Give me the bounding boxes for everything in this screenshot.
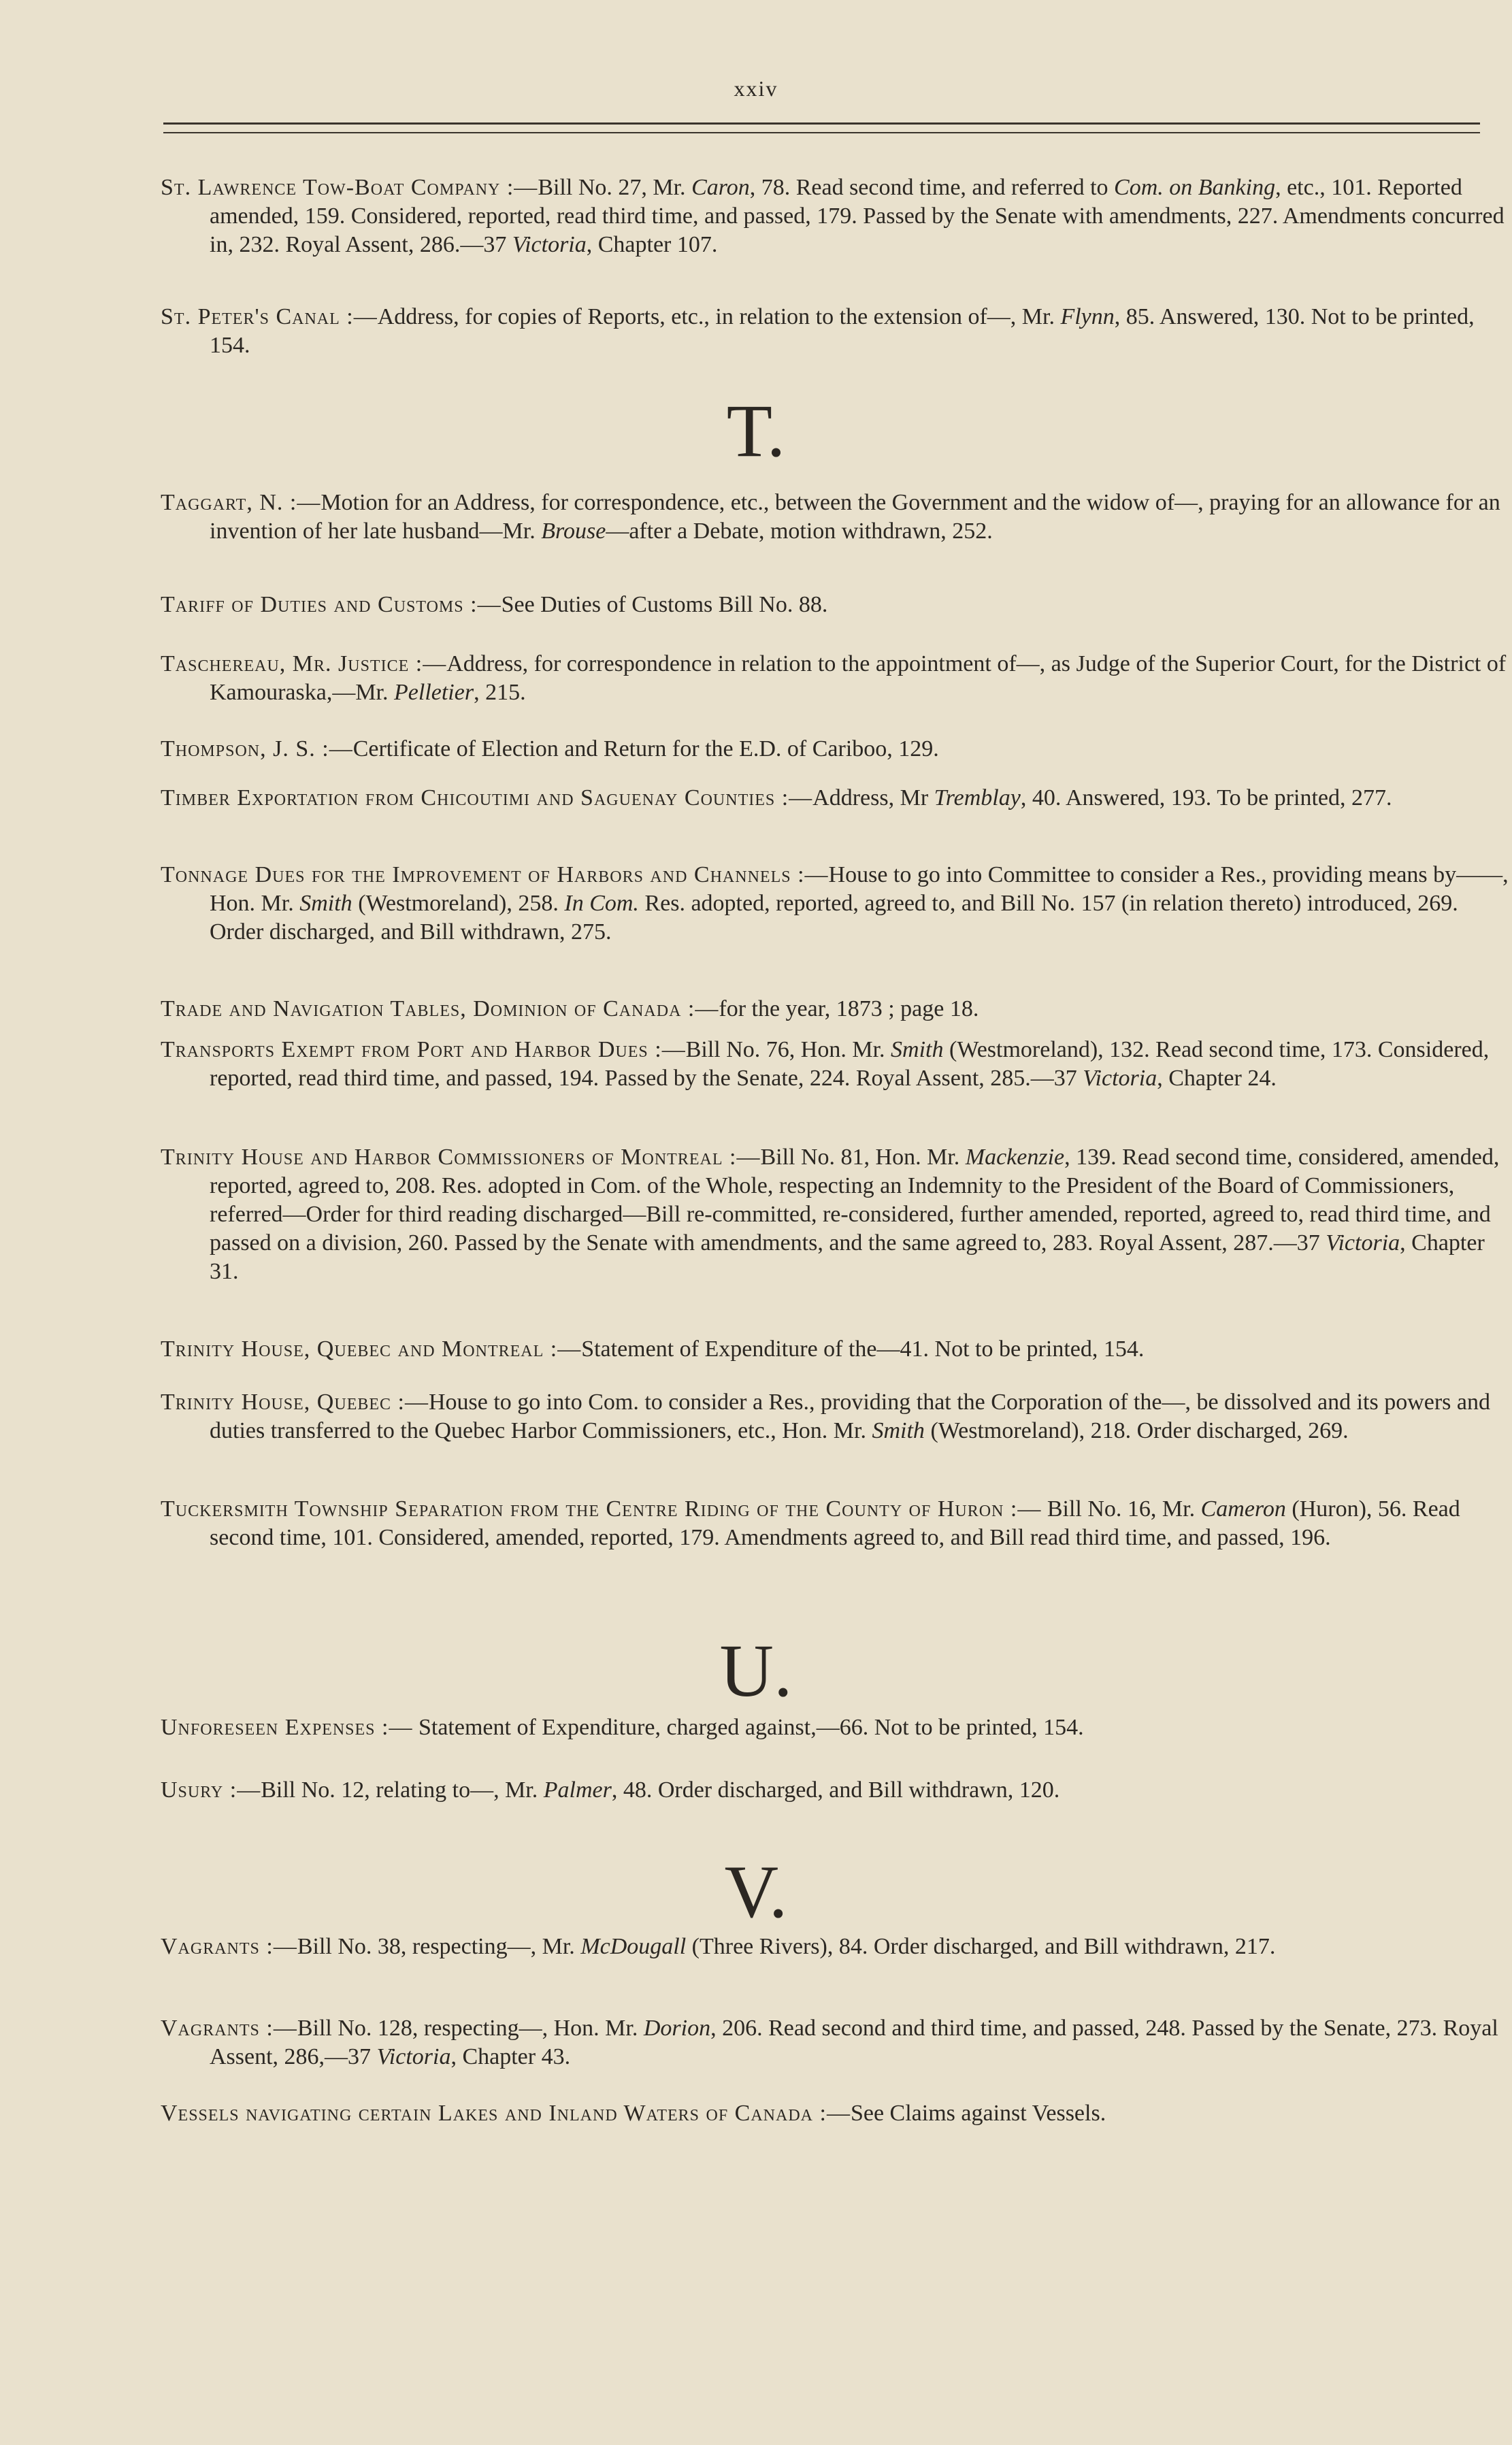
entry-name-italic: Victoria: [1083, 1066, 1157, 1091]
entry-name-italic: Brouse: [541, 519, 606, 544]
section-letter-v: V.: [724, 1850, 788, 1933]
entry-text: Statement of Expenditure of the—41. Not to be printed, 154.: [581, 1336, 1145, 1362]
entry-name-italic: Pelletier: [394, 680, 474, 705]
entry-text: See Duties of Customs Bill No. 88.: [501, 592, 828, 617]
section-letter-t: T.: [726, 389, 786, 472]
entry-text: , Chapter 43.: [450, 2044, 571, 2069]
index-entry: [161, 1143, 1509, 1286]
section-letter-u: U.: [719, 1629, 793, 1712]
entry-text: , Chapter 107.: [586, 232, 718, 257]
index-entry: [161, 1335, 1509, 1364]
entry-text: , 85. Answered, 130. Not to be printed, 154.: [210, 304, 1475, 358]
entry-text: , etc., 101. Reported amended, 159. Considered, reported, read third time, and passed, 179. Passed by the Senate with amendments, 227. Amendments concurred in, 232. Royal Assent, 286.—37: [210, 175, 1505, 257]
entry-text: Address, Mr: [812, 785, 934, 810]
entry-heading: Trinity House and Harbor Commissioners of Montreal :—: [161, 1145, 761, 1170]
index-entry: [161, 1388, 1509, 1445]
entry-text: House to go into Com. to consider a Res., providing that the Corporation of the—, be dissolved and its powers and duties transferred to the Quebec Harbor Commissioners, etc., Hon. Mr.: [210, 1390, 1490, 1443]
entry-text: Motion for an Address, for correspondence, etc., between the Government and the widow of—, praying for an allowance for an invention of her late husband—Mr.: [210, 490, 1500, 544]
entry-text: Statement of Expenditure, charged against,—66. Not to be printed, 154.: [412, 1715, 1084, 1740]
entry-heading: Trinity House, Quebec :—: [161, 1390, 429, 1415]
entry-heading: Taggart, N. :—: [161, 490, 321, 515]
entry-text: Bill No. 12, relating to—, Mr.: [261, 1777, 544, 1803]
index-entry: [161, 1933, 1509, 1961]
entry-text: See Claims against Vessels.: [850, 2101, 1106, 2126]
entry-name-italic: McDougall: [580, 1934, 687, 1959]
index-entry: [161, 1495, 1509, 1552]
entry-text: Bill No. 38, respecting—, Mr.: [297, 1934, 581, 1959]
entry-heading: Timber Exportation from Chicoutimi and Saguenay Counties :—: [161, 785, 813, 810]
entry-heading: Trade and Navigation Tables, Dominion of Canada :—: [161, 996, 719, 1021]
entry-name-italic: Caron: [691, 175, 750, 200]
index-entry: [161, 2014, 1509, 2071]
entry-text: Address, for correspondence in relation to the appointment of—, as Judge of the Superior Court, for the District of Kamouraska,—Mr.: [210, 651, 1507, 705]
entry-heading: Vessels navigating certain Lakes and Inland Waters of Canada :—: [161, 2101, 851, 2126]
entry-name-italic: Smith: [872, 1418, 925, 1443]
entry-name-italic: Cameron: [1200, 1496, 1286, 1522]
entry-text: —after a Debate, motion withdrawn, 252.: [606, 519, 993, 544]
entry-heading: Tuckersmith Township Separation from the Centre Riding of the County of Huron :—: [161, 1496, 1042, 1522]
entry-text: , Chapter 24.: [1157, 1066, 1277, 1091]
entry-name-italic: Com. on Banking: [1114, 175, 1276, 200]
entry-text: (Westmoreland), 258.: [352, 891, 565, 916]
page-number: xxiv: [734, 76, 778, 101]
entry-name-italic: Victoria: [376, 2044, 451, 2069]
index-entry: [161, 784, 1509, 813]
entry-name-italic: Dorion: [643, 2016, 711, 2041]
entry-heading: Tariff of Duties and Customs :—: [161, 592, 502, 617]
entry-text: (Westmoreland), 218. Order discharged, 269.: [924, 1418, 1349, 1443]
index-entry: [161, 995, 1509, 1023]
entry-text: (Huron), 56. Read second time, 101. Considered, amended, reported, 179. Amendments agreed to, and Bill read third time, and passed, 196.: [210, 1496, 1460, 1550]
entry-text: , 78. Read second time, and referred to: [749, 175, 1115, 200]
index-entry: [161, 1776, 1509, 1805]
index-entry: [161, 303, 1509, 360]
index-entry: [161, 1713, 1509, 1742]
header-rule: [163, 122, 1480, 125]
header-rule-thin: [163, 132, 1480, 133]
entry-text: Address, for copies of Reports, etc., in relation to the extension of—, Mr.: [377, 304, 1061, 329]
entry-text: Bill No. 16, Mr.: [1041, 1496, 1201, 1522]
entry-text: , 40. Answered, 193. To be printed, 277.: [1020, 785, 1392, 810]
index-entry: [161, 1036, 1509, 1093]
entry-text: (Three Rivers), 84. Order discharged, and Bill withdrawn, 217.: [686, 1934, 1276, 1959]
entry-text: Bill No. 27, Mr.: [538, 175, 692, 200]
index-entry: [161, 591, 1509, 619]
entry-text: Bill No. 128, respecting—, Hon. Mr.: [297, 2016, 644, 2041]
entry-name-italic: Tremblay: [934, 785, 1021, 810]
entry-text: for the year, 1873 ; page 18.: [719, 996, 979, 1021]
entry-heading: St. Peter's Canal :—: [161, 304, 378, 329]
entry-text: , Chapter 31.: [210, 1230, 1485, 1284]
entry-name-italic: Victoria: [1326, 1230, 1400, 1256]
index-entry: [161, 174, 1509, 259]
entry-heading: Taschereau, Mr. Justice :—: [161, 651, 447, 676]
index-entry: [161, 735, 1509, 764]
entry-heading: Transports Exempt from Port and Harbor Dues :—: [161, 1037, 686, 1062]
entry-text: , 139. Read second time, considered, amended, reported, agreed to, 208. Res. adopted in Com. of the Whole, respecting an Indemnity to the President of the Board of Commissioners, referred—Order for third reading discharged—Bill re-committed, re-considered, further amended, reported, agreed to, read third time, and passed on a division, 260. Passed by the Senate with amendments, and the same agreed to, 283. Royal Assent, 287.—37: [210, 1145, 1500, 1256]
entry-name-italic: In Com.: [564, 891, 639, 916]
entry-name-italic: Mackenzie: [965, 1145, 1065, 1170]
entry-text: , 215.: [474, 680, 526, 705]
entry-name-italic: Smith: [891, 1037, 944, 1062]
entry-text: Certificate of Election and Return for the E.D. of Cariboo, 129.: [352, 736, 939, 761]
entry-text: House to go into Committee to consider a Res., providing means by——, Hon. Mr.: [210, 862, 1509, 916]
entry-name-italic: Palmer: [543, 1777, 612, 1803]
entry-text: Res. adopted, reported, agreed to, and Bill No. 157 (in relation thereto) introduced, 269. Order discharged, and Bill withdrawn, 275.: [210, 891, 1458, 945]
entry-heading: Tonnage Dues for the Improvement of Harbors and Channels :—: [161, 862, 829, 887]
entry-heading: Vagrants :—: [161, 1934, 297, 1959]
entry-text: Bill No. 81, Hon. Mr.: [760, 1145, 966, 1170]
entry-heading: Usury :—: [161, 1777, 261, 1803]
entry-heading: Trinity House, Quebec and Montreal :—: [161, 1336, 582, 1362]
entry-heading: St. Lawrence Tow-Boat Company :—: [161, 175, 538, 200]
entry-name-italic: Flynn: [1060, 304, 1115, 329]
entry-name-italic: Victoria: [512, 232, 587, 257]
entry-text: , 206. Read second and third time, and passed, 248. Passed by the Senate, 273. Royal Assent, 286,—37: [210, 2016, 1498, 2069]
entry-heading: Thompson, J. S. :—: [161, 736, 353, 761]
index-entry: [161, 489, 1509, 546]
entry-heading: Unforeseen Expenses :—: [161, 1715, 413, 1740]
entry-name-italic: Smith: [299, 891, 352, 916]
entry-text: , 48. Order discharged, and Bill withdrawn, 120.: [611, 1777, 1060, 1803]
index-entry: [161, 861, 1509, 947]
entry-text: Bill No. 76, Hon. Mr.: [685, 1037, 891, 1062]
index-entry: [161, 650, 1509, 707]
entry-text: (Westmoreland), 132. Read second time, 173. Considered, reported, read third time, and passed, 194. Passed by the Senate, 224. Royal Assent, 285.—37: [210, 1037, 1490, 1091]
index-entry: [161, 2099, 1509, 2128]
entry-heading: Vagrants :—: [161, 2016, 297, 2041]
